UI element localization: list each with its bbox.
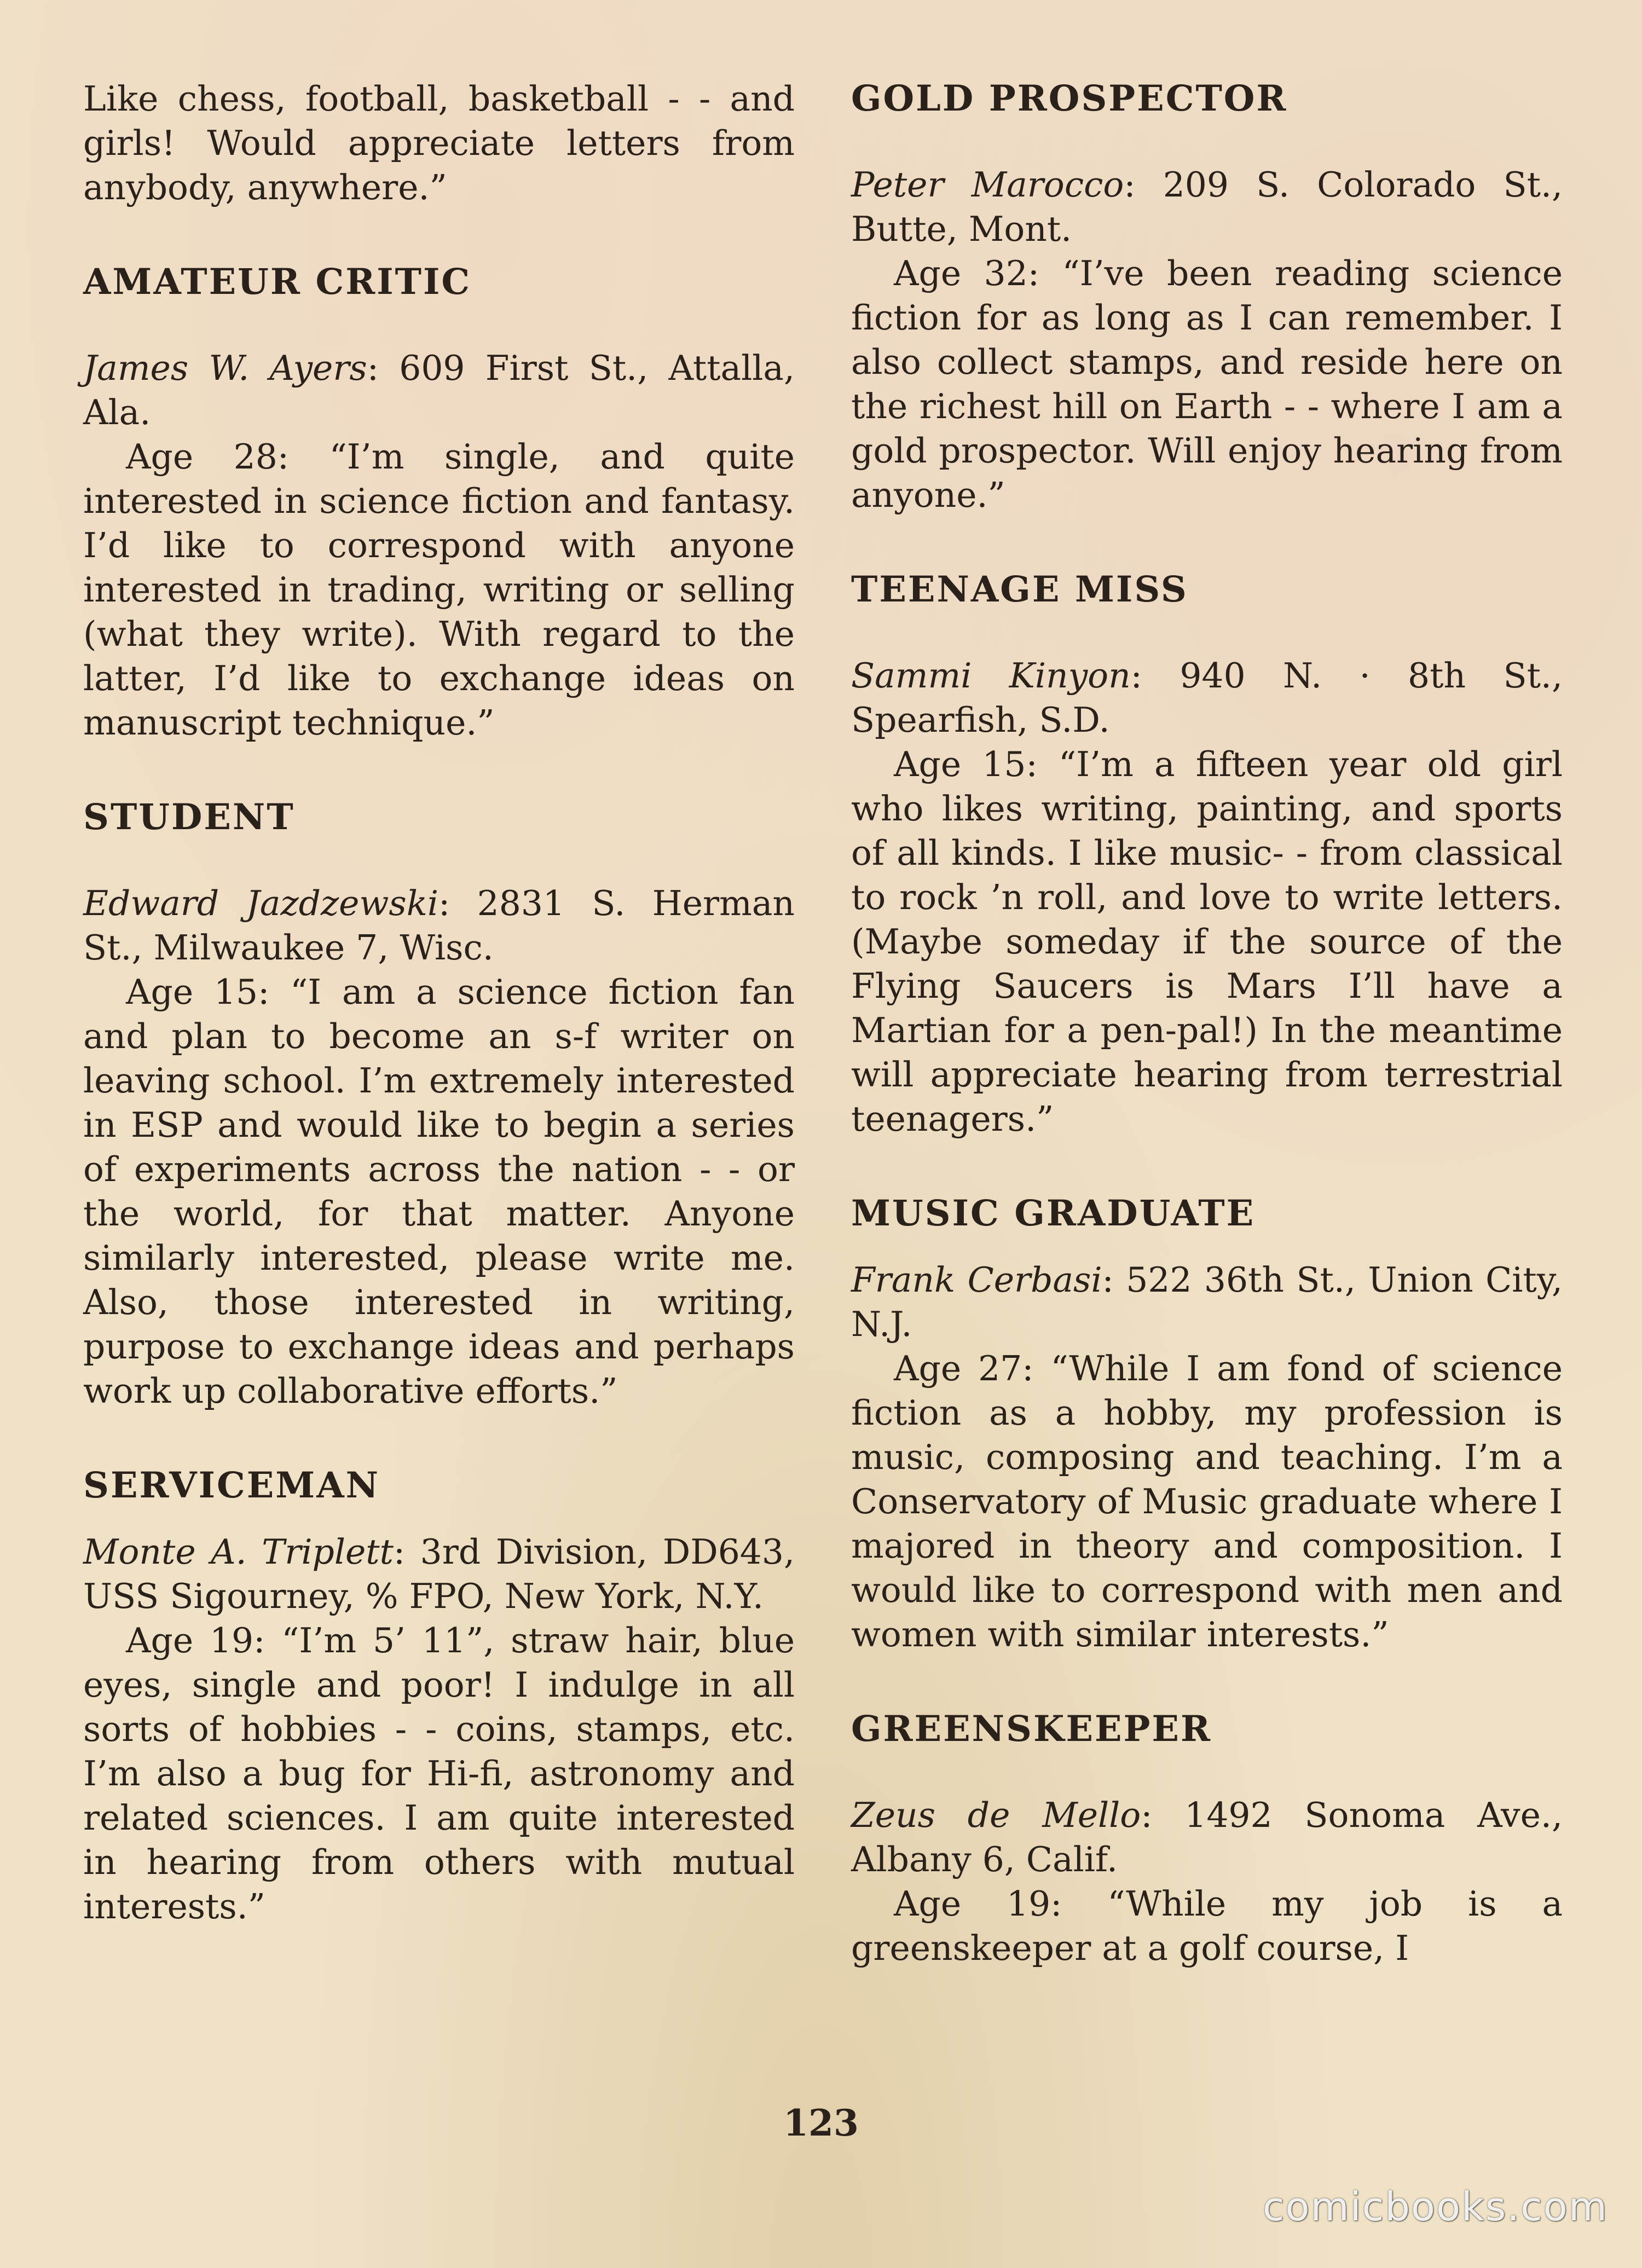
entry-heading: GREENSKEEPER: [851, 1708, 1212, 1750]
entry-heading: TEENAGE MISS: [851, 569, 1188, 610]
right-column: [851, 77, 1563, 1970]
correspondent-name: Monte A. Triplett: [83, 1532, 394, 1572]
entry-address-line: [83, 1530, 795, 1618]
page-number: 123: [783, 2102, 859, 2144]
entry-body: Age 32: “I’ve been reading science fiction for as long as I can remember. I also collect stamps, and reside here on the richest hill on Earth - - where I am a gold prospector. Will enjoy hearing from anyone.”: [851, 253, 1563, 515]
watermark-logo: comicbooks.com: [1262, 2184, 1608, 2230]
correspondent-name: Zeus de Mello: [851, 1795, 1141, 1835]
entry-body: Age 19: “I’m 5’ 11”, straw hair, blue eyes, single and poor! I indulge in all sorts of hobbies - - coins, stamps, etc. I’m also a bug for Hi-fi, astronomy and related sciences. I am quite interested in hearing from others with mutual interests.”: [83, 1621, 795, 1926]
entry-heading: GOLD PROSPECTOR: [851, 78, 1288, 119]
entry-heading: STUDENT: [83, 796, 295, 838]
correspondent-name: Sammi Kinyon: [851, 656, 1131, 696]
entry-body: Age 19: “While my job is a greenskeeper at a golf course, I: [851, 1884, 1563, 1968]
entry-address-line: [83, 346, 795, 435]
entry-body: Age 27: “While I am fond of science fiction as a hobby, my profession is music, composing and teaching. I’m a Conservatory of Music graduate where I majored in theory and composition. I would like to correspond with men and women with similar interests.”: [851, 1349, 1563, 1654]
correspondent-name: James W. Ayers: [83, 348, 367, 388]
correspondent-address: : 209 S. Colorado St., Butte, Mont.: [851, 165, 1563, 249]
correspondent-address: : 1492 Sonoma Ave., Albany 6, Calif.: [851, 1795, 1563, 1879]
entry-heading: AMATEUR CRITIC: [83, 261, 472, 303]
entry-body: Age 15: “I’m a fifteen year old girl who likes writing, painting, and sports of all kinds. I like music- - from classical to rock ’n roll, and love to write letters. (Maybe someday if the source of the Flying Saucers is Mars I’ll have a Martian for a pen-pal!) In the meantime will appreciate hearing from terrestrial teenagers.”: [851, 744, 1563, 1139]
entry-heading: SERVICEMAN: [83, 1465, 380, 1506]
correspondent-address: : 2831 S. Herman St., Milwaukee 7, Wisc.: [83, 883, 795, 968]
entry-address-line: [851, 1793, 1563, 1882]
entry-body: Age 15: “I am a science fiction fan and plan to become an s-f writer on leaving school. I’m extremely interested in ESP and would like to begin a series of experiments across the nation - - or the world, for that matter. Anyone similarly interested, please write me. Also, those interested in writing, purpose to exchange ideas and perhaps work up collaborative efforts.”: [83, 972, 795, 1411]
correspondent-address: : 522 36th St., Union City, N.J.: [851, 1260, 1563, 1344]
entry-address-line: [851, 653, 1563, 742]
left-column: [83, 77, 795, 1929]
correspondent-address: : 609 First St., Attalla, Ala.: [83, 348, 795, 432]
correspondent-name: Peter Marocco: [851, 165, 1124, 205]
entry-body: Age 28: “I’m single, and quite interested in science fiction and fantasy. I’d like to correspond with anyone interested in trading, writing or selling (what they write). With regard to the latter, I’d like to exchange ideas on manuscript technique.”: [83, 437, 795, 743]
continued-letter-text: Like chess, football, basketball - - and girls! Would appreciate letters from anybody, anywhere.”: [83, 79, 795, 207]
entry-address-line: [851, 163, 1563, 251]
correspondent-name: Edward Jazdzewski: [83, 883, 439, 923]
entry-heading: MUSIC GRADUATE: [851, 1193, 1256, 1234]
entry-address-line: [83, 881, 795, 970]
entry-address-line: [851, 1258, 1563, 1346]
correspondent-address: : 940 N. · 8th St., Spearfish, S.D.: [851, 656, 1563, 740]
correspondent-address: : 3rd Division, DD643, USS Sigourney, % FPO, New York, N.Y.: [83, 1532, 795, 1616]
correspondent-name: Frank Cerbasi: [851, 1260, 1102, 1300]
